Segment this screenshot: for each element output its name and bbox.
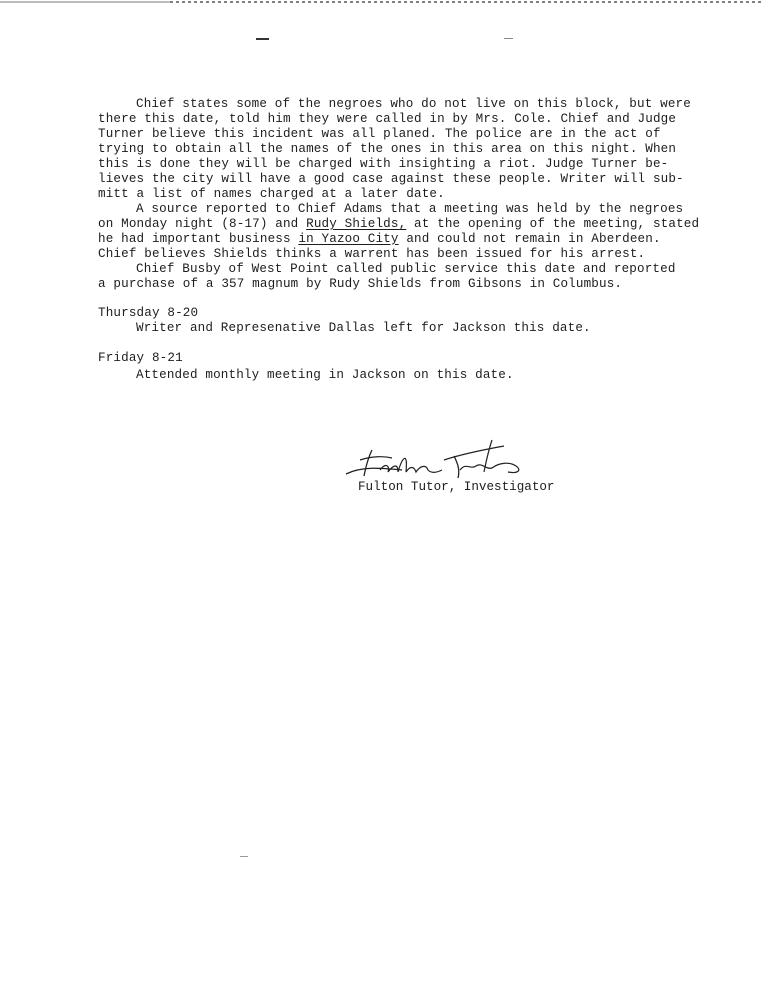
text-line: this is done they will be charged with insighting a riot. Judge Turner be- xyxy=(98,157,669,171)
text-line: Turner believe this incident was all planed. The police are in the act of xyxy=(98,127,661,141)
stray-mark xyxy=(240,856,248,857)
text-line: Chief believes Shields thinks a warrent has been issued for his arrest. xyxy=(98,247,646,261)
underlined-name: Rudy Shields, xyxy=(306,217,407,231)
text-line: A source reported to Chief Adams that a meeting was held by the negroes xyxy=(136,202,684,216)
entry-heading: Thursday 8-20 xyxy=(98,306,199,320)
text-line xyxy=(98,217,699,232)
text-segment: he had important business xyxy=(98,232,299,246)
text-line: Chief Busby of West Point called public service this date and reported xyxy=(136,262,676,276)
stray-mark xyxy=(256,38,269,40)
entry-text: Writer and Represenative Dallas left for Jackson this date. xyxy=(136,321,591,335)
text-line: lieves the city will have a good case against these people. Writer will sub- xyxy=(98,172,684,186)
text-segment: on Monday night (8-17) and xyxy=(98,217,307,231)
handwritten-signature xyxy=(342,436,532,480)
text-line: trying to obtain all the names of the ones in this area on this night. When xyxy=(98,142,677,156)
page-top-edge xyxy=(0,0,763,8)
entry-text: Attended monthly meeting in Jackson on this date. xyxy=(136,368,514,382)
entry-heading: Friday 8-21 xyxy=(98,351,183,365)
signature-name-line: Fulton Tutor, Investigator xyxy=(358,480,555,494)
underlined-place: in Yazoo City xyxy=(298,232,399,246)
text-segment: at the opening of the meeting, stated xyxy=(406,217,700,231)
text-segment: and could not remain in Aberdeen. xyxy=(398,232,661,246)
text-line: mitt a list of names charged at a later date. xyxy=(98,187,445,201)
text-line: Chief states some of the negroes who do not live on this block, but were xyxy=(136,97,691,111)
text-line xyxy=(98,232,661,247)
text-line: a purchase of a 357 magnum by Rudy Shields from Gibsons in Columbus. xyxy=(98,277,623,291)
stray-mark xyxy=(504,38,513,39)
text-line: there this date, told him they were called in by Mrs. Cole. Chief and Judge xyxy=(98,112,677,126)
